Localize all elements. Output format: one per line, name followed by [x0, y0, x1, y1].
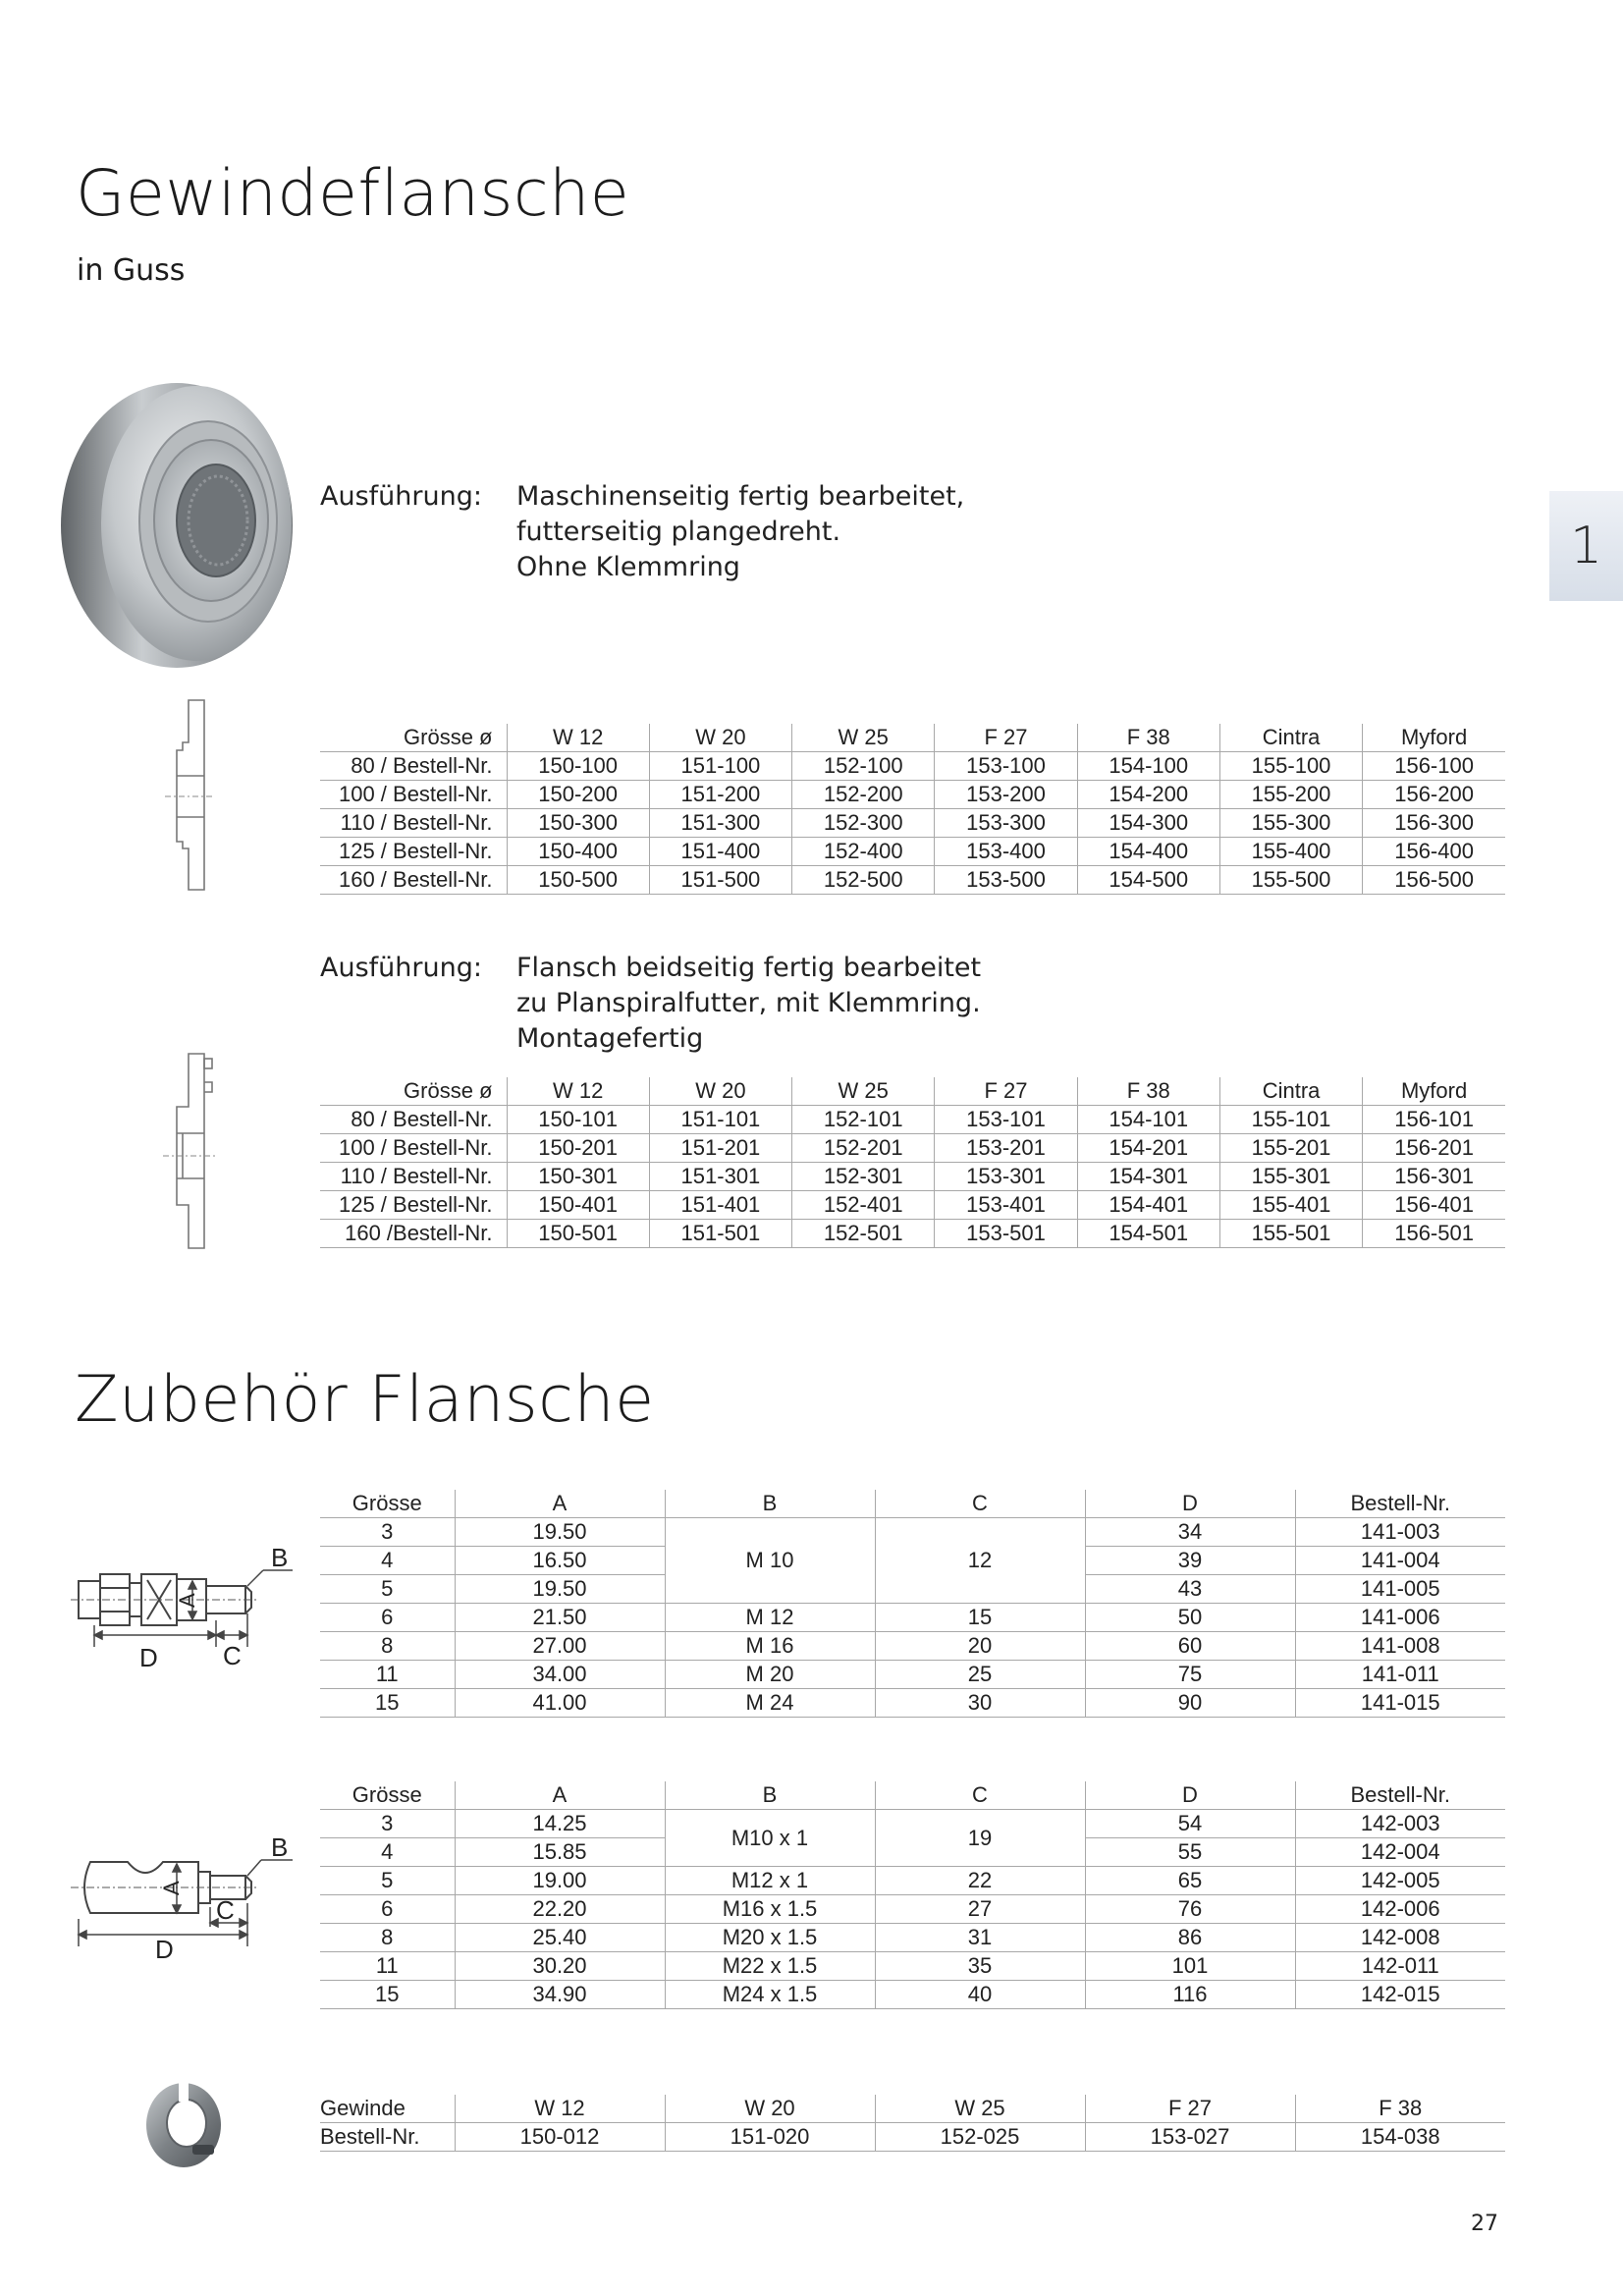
flange-profile-drawing — [147, 699, 216, 891]
table-row — [320, 1604, 1505, 1632]
column-header: W 20 — [665, 2095, 875, 2123]
table-cell: 150-500 — [507, 866, 649, 895]
table-row — [320, 838, 1505, 866]
table-cell: 100 / Bestell-Nr. — [320, 1134, 507, 1163]
table-cell: 155-301 — [1219, 1163, 1362, 1191]
table-cell: 21.50 — [455, 1604, 665, 1632]
table-cell: 34.00 — [455, 1661, 665, 1689]
table-cell: 153-501 — [935, 1220, 1077, 1248]
table-cell: 141-006 — [1295, 1604, 1505, 1632]
table-cell: 150-201 — [507, 1134, 649, 1163]
table-cell: 151-101 — [649, 1106, 791, 1134]
flange-photo — [59, 378, 295, 673]
column-header: Myford — [1363, 1077, 1505, 1106]
table-cell: 155-300 — [1219, 809, 1362, 838]
table-cell: 19.00 — [455, 1867, 665, 1895]
variant2-label: Ausführung: — [320, 953, 482, 983]
table-cell: M 10 — [665, 1518, 875, 1604]
table-cell: 3 — [320, 1810, 455, 1838]
table-cell: 154-038 — [1295, 2123, 1505, 2152]
table-cell: 142-011 — [1295, 1952, 1505, 1981]
table-cell: 41.00 — [455, 1689, 665, 1718]
table-cell: 141-005 — [1295, 1575, 1505, 1604]
table-cell: 154-501 — [1077, 1220, 1219, 1248]
column-header: F 27 — [1085, 2095, 1295, 2123]
table-row — [320, 1952, 1505, 1981]
column-header: D — [1085, 1490, 1295, 1518]
table-header-row — [320, 1781, 1505, 1810]
table-cell: Bestell-Nr. — [320, 2123, 455, 2152]
table-cell: 101 — [1085, 1952, 1295, 1981]
table-cell: 150-200 — [507, 781, 649, 809]
table-cell: 151-400 — [649, 838, 791, 866]
column-header: W 12 — [455, 2095, 665, 2123]
column-header: Grösse ø — [320, 724, 507, 752]
table-cell: M 20 — [665, 1661, 875, 1689]
table-cell: 141-008 — [1295, 1632, 1505, 1661]
table-cell: 65 — [1085, 1867, 1295, 1895]
column-header: A — [455, 1781, 665, 1810]
table-cell: M 24 — [665, 1689, 875, 1718]
table-cell: 156-301 — [1363, 1163, 1505, 1191]
variant2-table — [320, 1077, 1505, 1248]
column-header: A — [455, 1490, 665, 1518]
dim-label-b: B — [271, 1543, 289, 1572]
table-cell: 76 — [1085, 1895, 1295, 1924]
table-cell: 153-300 — [935, 809, 1077, 838]
variant2-line-2: zu Planspiralfutter, mit Klemmring. — [516, 988, 981, 1018]
column-header: F 38 — [1077, 1077, 1219, 1106]
table-cell: 15 — [320, 1981, 455, 2009]
column-header: Cintra — [1219, 1077, 1362, 1106]
table-cell: 152-401 — [792, 1191, 935, 1220]
variant2-line-1: Flansch beidseitig fertig bearbeitet — [516, 953, 982, 983]
variant1-description — [320, 479, 1204, 587]
table-cell: 110 / Bestell-Nr. — [320, 809, 507, 838]
column-header: Bestell-Nr. — [1295, 1781, 1505, 1810]
table-cell: 90 — [1085, 1689, 1295, 1718]
table-cell: 151-020 — [665, 2123, 875, 2152]
table-cell: 116 — [1085, 1981, 1295, 2009]
table-cell: 155-500 — [1219, 866, 1362, 895]
variant1-line-3: Ohne Klemmring — [516, 552, 740, 582]
table-cell: 153-301 — [935, 1163, 1077, 1191]
table-cell: 156-100 — [1363, 752, 1505, 781]
table-cell: 153-400 — [935, 838, 1077, 866]
table-cell: 16.50 — [455, 1547, 665, 1575]
table-cell: 100 / Bestell-Nr. — [320, 781, 507, 809]
table-cell: 150-100 — [507, 752, 649, 781]
table-cell: 152-301 — [792, 1163, 935, 1191]
column-header: W 20 — [649, 1077, 791, 1106]
column-header: Myford — [1363, 724, 1505, 752]
table-row — [320, 1924, 1505, 1952]
column-header: F 38 — [1077, 724, 1219, 752]
table-cell: 8 — [320, 1632, 455, 1661]
table-row — [320, 1661, 1505, 1689]
table-cell: 141-015 — [1295, 1689, 1505, 1718]
table-cell: 151-401 — [649, 1191, 791, 1220]
table-cell: 4 — [320, 1838, 455, 1867]
table-cell: 43 — [1085, 1575, 1295, 1604]
page-number: 27 — [1471, 2212, 1498, 2236]
column-header: D — [1085, 1781, 1295, 1810]
table-header-row — [320, 1490, 1505, 1518]
table-header-row — [320, 2095, 1505, 2123]
table-cell: M22 x 1.5 — [665, 1952, 875, 1981]
table-cell: 154-100 — [1077, 752, 1219, 781]
table-cell: M 16 — [665, 1632, 875, 1661]
page-subtitle: in Guss — [77, 253, 186, 288]
column-header: Gewinde — [320, 2095, 455, 2123]
table-cell: M12 x 1 — [665, 1867, 875, 1895]
table-cell: 156-101 — [1363, 1106, 1505, 1134]
table-cell: 156-201 — [1363, 1134, 1505, 1163]
table-cell: 155-101 — [1219, 1106, 1362, 1134]
column-header: W 25 — [792, 724, 935, 752]
table-cell: 153-101 — [935, 1106, 1077, 1134]
table-cell: 11 — [320, 1952, 455, 1981]
table-cell: 151-100 — [649, 752, 791, 781]
table-cell: 22.20 — [455, 1895, 665, 1924]
table-cell: 11 — [320, 1661, 455, 1689]
table-cell: 151-200 — [649, 781, 791, 809]
table-cell: 153-401 — [935, 1191, 1077, 1220]
table-cell: 156-401 — [1363, 1191, 1505, 1220]
table-cell: 152-501 — [792, 1220, 935, 1248]
table-row — [320, 1895, 1505, 1924]
table-cell: 156-400 — [1363, 838, 1505, 866]
table-cell: 110 / Bestell-Nr. — [320, 1163, 507, 1191]
table-cell: 150-501 — [507, 1220, 649, 1248]
stud-drawing — [69, 1829, 304, 1966]
table-cell: 152-100 — [792, 752, 935, 781]
table-cell: 15.85 — [455, 1838, 665, 1867]
table-cell: 142-005 — [1295, 1867, 1505, 1895]
table-cell: 156-501 — [1363, 1220, 1505, 1248]
table-cell: 142-015 — [1295, 1981, 1505, 2009]
dim-label-c: C — [216, 1895, 235, 1925]
table-cell: 155-200 — [1219, 781, 1362, 809]
table-cell: 155-201 — [1219, 1134, 1362, 1163]
column-header: F 38 — [1295, 2095, 1505, 2123]
table-row — [320, 1518, 1505, 1547]
dim-label-a: A — [175, 1593, 199, 1608]
table-row — [320, 781, 1505, 809]
table-row — [320, 1867, 1505, 1895]
variant1-table — [320, 724, 1505, 895]
column-header: Grösse ø — [320, 1077, 507, 1106]
table-cell: 154-500 — [1077, 866, 1219, 895]
table-cell: 5 — [320, 1575, 455, 1604]
table-cell: 155-400 — [1219, 838, 1362, 866]
clamp-ring-table — [320, 2095, 1505, 2152]
dim-label-d: D — [139, 1643, 158, 1672]
table-cell: 54 — [1085, 1810, 1295, 1838]
table-row — [320, 1163, 1505, 1191]
table-row — [320, 1191, 1505, 1220]
table-cell: 153-201 — [935, 1134, 1077, 1163]
table-cell: 142-004 — [1295, 1838, 1505, 1867]
table-cell: 80 / Bestell-Nr. — [320, 752, 507, 781]
table-cell: 141-004 — [1295, 1547, 1505, 1575]
table-cell: 151-201 — [649, 1134, 791, 1163]
chapter-tab[interactable] — [1549, 491, 1623, 601]
table-cell: M24 x 1.5 — [665, 1981, 875, 2009]
table-row — [320, 1106, 1505, 1134]
column-header: W 20 — [649, 724, 791, 752]
table-cell: 25.40 — [455, 1924, 665, 1952]
table-cell: 152-300 — [792, 809, 935, 838]
table-cell: 154-401 — [1077, 1191, 1219, 1220]
table-cell: 150-400 — [507, 838, 649, 866]
table-cell: 151-301 — [649, 1163, 791, 1191]
table-cell: 8 — [320, 1924, 455, 1952]
flange-clamp-profile-drawing — [147, 1053, 226, 1249]
table-cell: 152-200 — [792, 781, 935, 809]
table-cell: 80 / Bestell-Nr. — [320, 1106, 507, 1134]
column-header: Cintra — [1219, 724, 1362, 752]
table-cell: 19.50 — [455, 1518, 665, 1547]
column-header: W 25 — [875, 2095, 1085, 2123]
table-cell: 15 — [875, 1604, 1085, 1632]
table-cell: 142-006 — [1295, 1895, 1505, 1924]
table-cell: 22 — [875, 1867, 1085, 1895]
bolt-drawing — [69, 1537, 304, 1674]
table-cell: 152-500 — [792, 866, 935, 895]
table-cell: 20 — [875, 1632, 1085, 1661]
table-cell: 86 — [1085, 1924, 1295, 1952]
table-cell: 125 / Bestell-Nr. — [320, 838, 507, 866]
table-cell: 6 — [320, 1895, 455, 1924]
table-cell: 151-300 — [649, 809, 791, 838]
table-row — [320, 1810, 1505, 1838]
table-row — [320, 2123, 1505, 2152]
table-cell: 155-501 — [1219, 1220, 1362, 1248]
table-cell: 34.90 — [455, 1981, 665, 2009]
table-cell: 155-100 — [1219, 752, 1362, 781]
table-cell: 154-301 — [1077, 1163, 1219, 1191]
table-cell: 154-300 — [1077, 809, 1219, 838]
table-cell: 153-100 — [935, 752, 1077, 781]
table-cell: 154-200 — [1077, 781, 1219, 809]
table-cell: M20 x 1.5 — [665, 1924, 875, 1952]
column-header: W 12 — [507, 1077, 649, 1106]
table-cell: 5 — [320, 1867, 455, 1895]
table-cell: 50 — [1085, 1604, 1295, 1632]
table-cell: 160 /Bestell-Nr. — [320, 1220, 507, 1248]
table-row — [320, 809, 1505, 838]
table-cell: 156-200 — [1363, 781, 1505, 809]
table-cell: 154-400 — [1077, 838, 1219, 866]
table-cell: 151-501 — [649, 1220, 791, 1248]
table-cell: 160 / Bestell-Nr. — [320, 866, 507, 895]
table-cell: 35 — [875, 1952, 1085, 1981]
table-row — [320, 1689, 1505, 1718]
table-row — [320, 1632, 1505, 1661]
column-header: F 27 — [935, 1077, 1077, 1106]
table-cell: 150-101 — [507, 1106, 649, 1134]
variant1-line-1: Maschinenseitig fertig bearbeitet, — [516, 481, 965, 512]
table-cell: 39 — [1085, 1547, 1295, 1575]
table-cell: 154-201 — [1077, 1134, 1219, 1163]
table-cell: 4 — [320, 1547, 455, 1575]
variant1-line-2: futterseitig plangedreht. — [516, 517, 841, 547]
table-row — [320, 1220, 1505, 1248]
table-cell: 151-500 — [649, 866, 791, 895]
table-cell: 30.20 — [455, 1952, 665, 1981]
table-cell: 125 / Bestell-Nr. — [320, 1191, 507, 1220]
table-cell: 150-301 — [507, 1163, 649, 1191]
table-cell: 30 — [875, 1689, 1085, 1718]
dim-label-c: C — [223, 1641, 242, 1670]
table-row — [320, 1134, 1505, 1163]
column-header: C — [875, 1781, 1085, 1810]
column-header: F 27 — [935, 724, 1077, 752]
table-row — [320, 1981, 1505, 2009]
column-header: Grösse — [320, 1490, 455, 1518]
column-header: Bestell-Nr. — [1295, 1490, 1505, 1518]
table-cell: 150-300 — [507, 809, 649, 838]
table-cell: 34 — [1085, 1518, 1295, 1547]
table-cell: 155-401 — [1219, 1191, 1362, 1220]
page-title: Gewindeflansche — [76, 157, 630, 231]
table-cell: 31 — [875, 1924, 1085, 1952]
table-cell: 152-201 — [792, 1134, 935, 1163]
clamp-ring-photo — [143, 2080, 224, 2170]
table-header-row — [320, 1077, 1505, 1106]
table-cell: 55 — [1085, 1838, 1295, 1867]
table-cell: 25 — [875, 1661, 1085, 1689]
column-header: B — [665, 1781, 875, 1810]
chapter-number: 1 — [1569, 517, 1603, 575]
table-cell: 153-200 — [935, 781, 1077, 809]
table-row — [320, 866, 1505, 895]
table-cell: M16 x 1.5 — [665, 1895, 875, 1924]
dim-label-b: B — [271, 1832, 289, 1862]
table-cell: 142-003 — [1295, 1810, 1505, 1838]
table-cell: 141-011 — [1295, 1661, 1505, 1689]
table-cell: 156-500 — [1363, 866, 1505, 895]
table-cell: 141-003 — [1295, 1518, 1505, 1547]
table-cell: 75 — [1085, 1661, 1295, 1689]
table-cell: 152-400 — [792, 838, 935, 866]
table-cell: 154-101 — [1077, 1106, 1219, 1134]
variant2-description — [320, 951, 1204, 1059]
table-cell: 142-008 — [1295, 1924, 1505, 1952]
table-cell: 60 — [1085, 1632, 1295, 1661]
dim-label-a: A — [159, 1881, 184, 1895]
table-cell: 14.25 — [455, 1810, 665, 1838]
table-cell: 150-012 — [455, 2123, 665, 2152]
stud-table — [320, 1781, 1505, 2009]
table-cell: 12 — [875, 1518, 1085, 1604]
table-cell: 6 — [320, 1604, 455, 1632]
bolt-table — [320, 1490, 1505, 1718]
column-header: W 12 — [507, 724, 649, 752]
variant1-label: Ausführung: — [320, 481, 482, 512]
column-header: Grösse — [320, 1781, 455, 1810]
column-header: B — [665, 1490, 875, 1518]
dim-label-d: D — [155, 1935, 174, 1964]
table-cell: 15 — [320, 1689, 455, 1718]
table-cell: 153-500 — [935, 866, 1077, 895]
table-cell: 3 — [320, 1518, 455, 1547]
table-cell: 156-300 — [1363, 809, 1505, 838]
table-header-row — [320, 724, 1505, 752]
table-cell: 152-101 — [792, 1106, 935, 1134]
table-cell: M 12 — [665, 1604, 875, 1632]
table-cell: 40 — [875, 1981, 1085, 2009]
table-cell: 153-027 — [1085, 2123, 1295, 2152]
accessories-title: Zubehör Flansche — [75, 1363, 655, 1437]
table-cell: 27 — [875, 1895, 1085, 1924]
table-row — [320, 752, 1505, 781]
column-header: C — [875, 1490, 1085, 1518]
table-cell: 27.00 — [455, 1632, 665, 1661]
column-header: W 25 — [792, 1077, 935, 1106]
table-cell: 150-401 — [507, 1191, 649, 1220]
table-cell: 19.50 — [455, 1575, 665, 1604]
table-cell: 152-025 — [875, 2123, 1085, 2152]
table-cell: 19 — [875, 1810, 1085, 1867]
table-cell: M10 x 1 — [665, 1810, 875, 1867]
variant2-line-3: Montagefertig — [516, 1023, 704, 1054]
